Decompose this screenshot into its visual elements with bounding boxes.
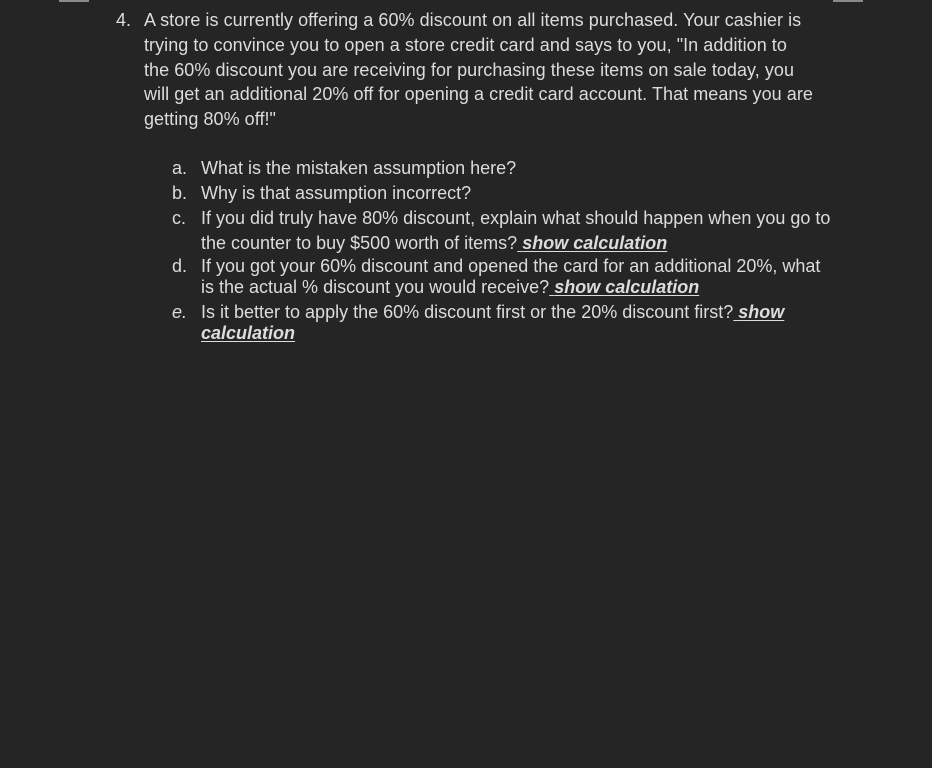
subquestion-d bbox=[172, 256, 832, 298]
show-calculation-emphasis: show calculation bbox=[201, 302, 785, 343]
subquestion-e bbox=[172, 302, 832, 344]
subquestion-c bbox=[172, 206, 832, 256]
show-calculation-emphasis: show calculation bbox=[522, 233, 668, 253]
subquestion-text: Why is that assumption incorrect? bbox=[201, 183, 472, 203]
subquestion-text: What is the mistaken assumption here? bbox=[201, 158, 517, 178]
subquestion-text: Is it better to apply the 60% discount first or the 20% discount first? bbox=[201, 302, 734, 322]
subquestion-letter: c. bbox=[172, 208, 187, 228]
subquestion-letter: d. bbox=[172, 256, 188, 276]
question-text: A store is currently offering a 60% discount on all items purchased. Your cashier is trying to convince you to open a store credit card and says to you, "In addition to the 60% discount you are receiving for purchasing these items on sale today, you will get an additional 20% off for opening a credit card account. That means you are getting 80% off!" bbox=[144, 10, 813, 130]
question-number: 4. bbox=[116, 10, 132, 30]
subquestion-letter: b. bbox=[172, 183, 188, 203]
subquestion-a bbox=[172, 156, 832, 181]
page-corner-mark-right bbox=[833, 0, 863, 2]
question-4 bbox=[116, 8, 816, 132]
subquestion-letter: e. bbox=[172, 302, 188, 322]
page-corner-mark-left bbox=[59, 0, 89, 2]
subquestion-letter: a. bbox=[172, 158, 188, 178]
subquestion-list bbox=[172, 156, 832, 348]
subquestion-text: If you did truly have 80% discount, explain what should happen when you go to the counter to buy $500 worth of items? bbox=[201, 208, 831, 253]
show-calculation-emphasis: show calculation bbox=[554, 277, 700, 297]
subquestion-b bbox=[172, 181, 832, 206]
subquestion-text: If you got your 60% discount and opened the card for an additional 20%, what is the actual % discount you would receive? bbox=[201, 256, 821, 297]
